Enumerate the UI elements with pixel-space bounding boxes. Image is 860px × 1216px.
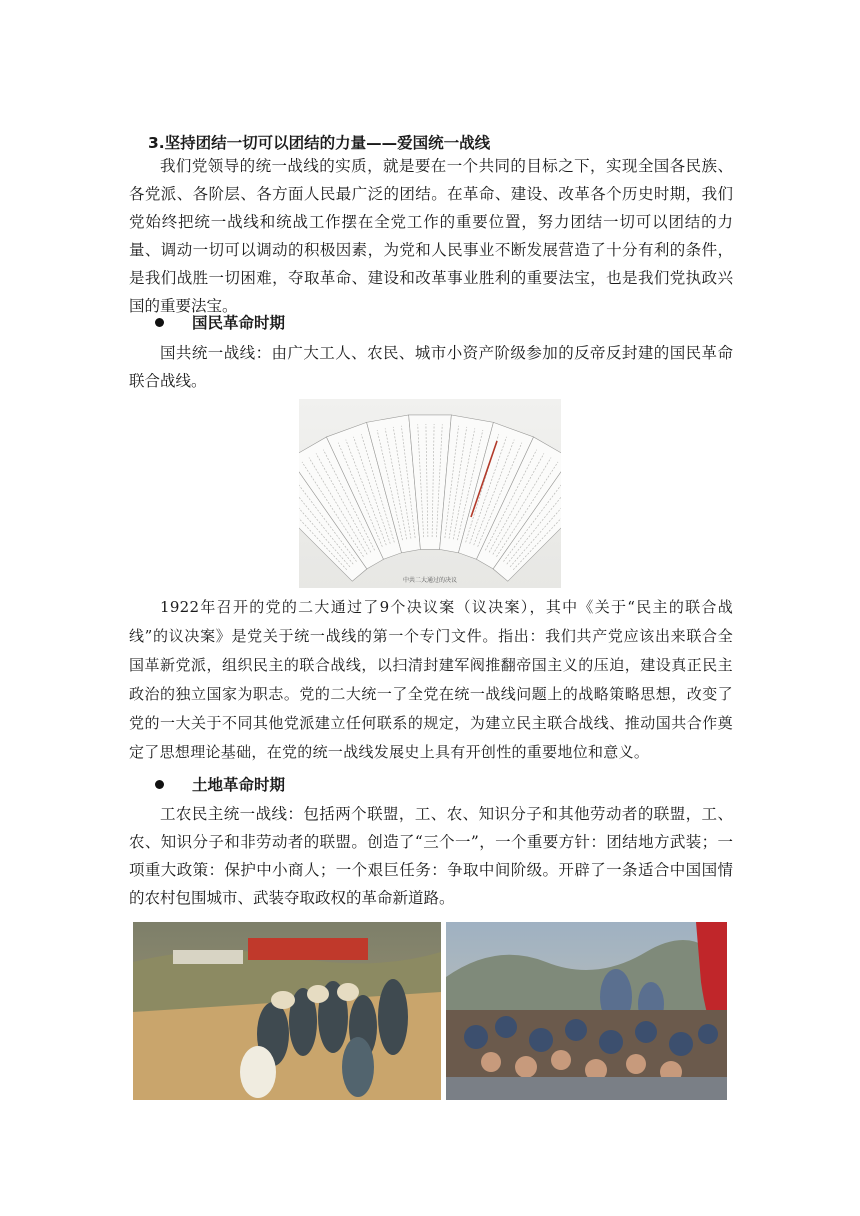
period-title: 土地革命时期 bbox=[192, 776, 286, 794]
period-title: 国民革命时期 bbox=[192, 314, 286, 332]
section-heading: 3.坚持团结一切可以团结的力量——爱国统一战线 bbox=[148, 134, 491, 152]
painting-mass-rally-image bbox=[446, 922, 727, 1100]
painting-rural-illustration bbox=[133, 922, 441, 1100]
fan-document-illustration bbox=[299, 399, 561, 588]
period2-summary: 工农民主统一战线：包括两个联盟，工、农、知识分子和其他劳动者的联盟，工、农、知识分子和非劳动者的联盟。创造了“三个一”，一个重要方针：团结地方武装；一项重大政策：保护中小商人；一个艰巨任务：争取中间阶级。开辟了一条适合中国国情的农村包围城市、武装夺取政权的革命新道路。 bbox=[129, 805, 733, 907]
painting-rally-illustration bbox=[446, 922, 727, 1100]
bullet-period-national-revolution bbox=[155, 309, 285, 335]
resolution-fan-image bbox=[299, 399, 561, 588]
bullet-period-land-revolution bbox=[155, 771, 285, 797]
period1-summary: 国共统一战线：由广大工人、农民、城市小资产阶级参加的反帝反封建的国民革命联合战线。 bbox=[129, 344, 733, 390]
bullet-dot-icon bbox=[155, 780, 164, 789]
period1-detail: 1922年召开的党的二大通过了9个决议案（议决案），其中《关于“民主的联合战线”的议决案》是党关于统一战线的第一个专门文件。指出：我们共产党应该出来联合全国革新党派，组织民主的联合战线，以扫清封建军阀推翻帝国主义的压迫，建设真正民主政治的独立国家为职志。党的二大统一了全党在统一战线问题上的战略策略思想，改变了党的一大关于不同其他党派建立任何联系的规定，为建立民主联合战线、推动国共合作奠定了思想理论基础，在党的统一战线发展史上具有开创性的重要地位和意义。 bbox=[129, 598, 733, 761]
painting-rural-assembly-image bbox=[133, 922, 441, 1100]
bullet-dot-icon bbox=[155, 318, 164, 327]
figure-caption: 中共二大通过的决议 bbox=[402, 577, 457, 584]
intro-paragraph: 我们党领导的统一战线的实质，就是要在一个共同的目标之下，实现全国各民族、各党派、各阶层、各方面人民最广泛的团结。在革命、建设、改革各个历史时期，我们党始终把统一战线和统战工作摆在全党工作的重要位置，努力团结一切可以团结的力量、调动一切可以调动的积极因素，为党和人民事业不断发展营造了十分有利的条件，是我们战胜一切困难，夺取革命、建设和改革事业胜利的重要法宝，也是我们党执政兴国的重要法宝。 bbox=[129, 157, 733, 315]
